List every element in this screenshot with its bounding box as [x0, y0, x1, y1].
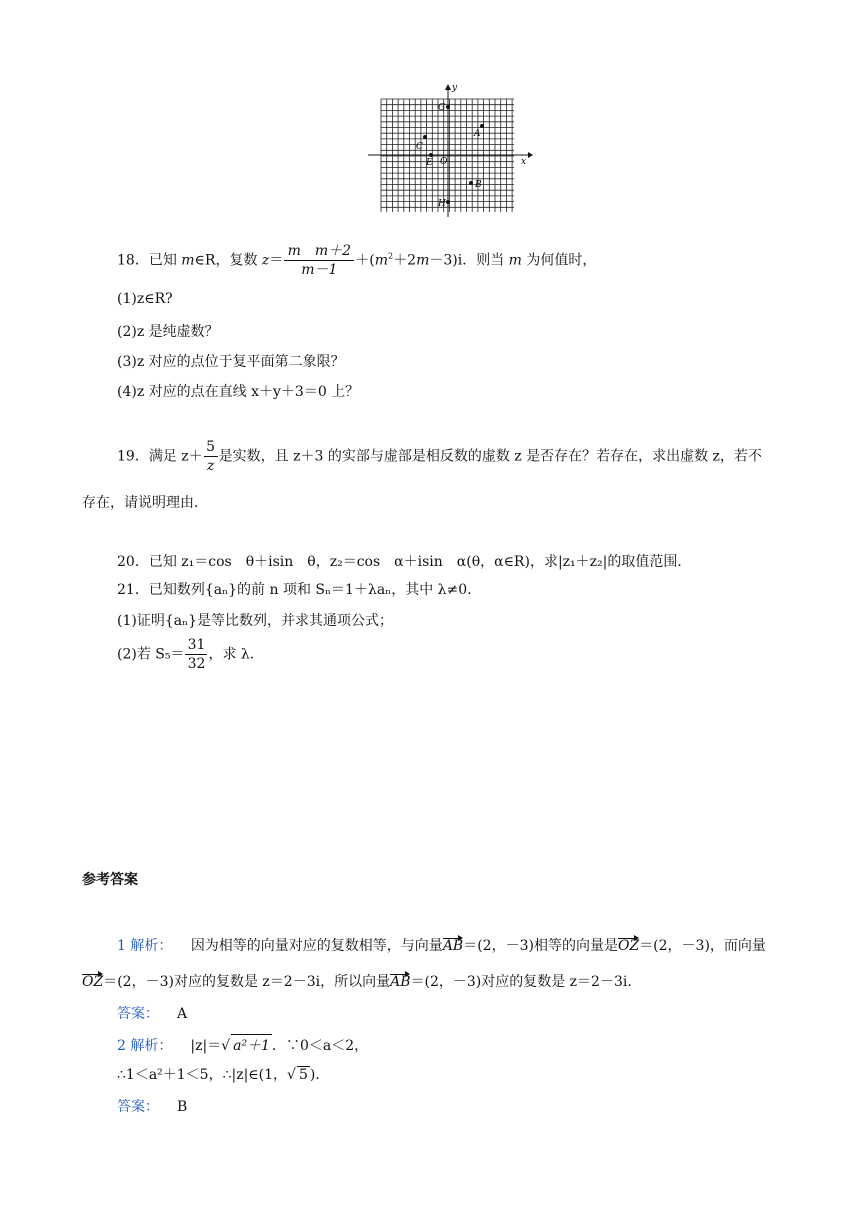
q18-part-4: (4)z 对应的点在直线 x＋y＋3＝0 上？	[117, 384, 360, 400]
point-g-label: G	[438, 103, 446, 113]
point-h	[446, 200, 450, 204]
q18-m: m	[181, 252, 195, 269]
answer-1-result-value: A	[177, 1006, 188, 1022]
x-axis-label: x	[521, 157, 527, 167]
q18-mid: ＋2	[393, 252, 417, 269]
answer-1-text-3: ＝(2，－3)，而向量	[639, 938, 766, 954]
q21-part-2	[117, 636, 264, 673]
answer-1-text-2: ＝(2，－3)相等的向量是	[463, 938, 618, 954]
answer-1-text-4: ＝(2，－3)对应的复数是 z＝2－3i，所以向量	[103, 974, 391, 990]
q18-sup: 2	[388, 251, 394, 261]
vector-ab-2: AB	[390, 974, 411, 990]
q19-lead: 19．满足 z＋	[117, 448, 203, 465]
q19-line-2: 存在，请说明理由．	[82, 495, 208, 511]
answer-2-result	[117, 1096, 187, 1116]
point-e-label: E	[426, 158, 433, 168]
q18-z: z	[261, 252, 270, 269]
q21-fraction	[185, 636, 207, 673]
q18-after: ＋(	[355, 252, 375, 269]
answer-2-result-label: 答案：	[117, 1099, 159, 1115]
answer-2-text-3: ∴1＜a²＋1＜5，∴|z|∈(1，	[117, 1067, 288, 1083]
q18-lead: 18．已知	[117, 252, 182, 269]
q18-m2: m	[374, 252, 389, 269]
complex-plane-figure	[368, 82, 533, 217]
q18-part-1: (1)z∈R?	[117, 291, 173, 307]
point-c	[423, 135, 427, 139]
answer-2-label: 2 解析：	[117, 1038, 173, 1054]
answer-2-text-1: |z|＝	[190, 1038, 222, 1054]
q19-frac-numerator: 5	[204, 438, 218, 457]
vector-oz: OZ	[617, 938, 640, 954]
answer-2-line-1	[117, 1034, 368, 1055]
q18-eq: ＝	[269, 252, 284, 269]
q18-frac-denominator: m－1	[301, 262, 338, 278]
q18-fraction	[284, 242, 354, 279]
q21-part-1: (1)证明{aₙ}是等比数列，并求其通项公式；	[117, 613, 394, 629]
q18-domain: ∈R，复数	[194, 252, 262, 269]
vector-oz-2: OZ	[82, 974, 104, 990]
q19-frac-denominator: z	[206, 458, 215, 474]
q21-frac-numerator: 31	[185, 636, 207, 655]
vector-ab: AB	[442, 938, 464, 954]
point-b	[469, 181, 473, 185]
point-g	[446, 105, 450, 109]
q18-frac-numerator: m m＋2	[284, 242, 354, 261]
answer-2-result-value: B	[177, 1099, 188, 1115]
answer-1-result-label: 答案：	[117, 1006, 159, 1022]
point-b-label: B	[475, 180, 482, 190]
y-axis-label: y	[452, 83, 458, 93]
answer-2-radical-2: √ 5	[287, 1067, 308, 1083]
question-18	[117, 242, 596, 279]
question-19	[117, 438, 762, 475]
answer-1-label: 1 解析：	[117, 938, 173, 954]
q18-part-3: (3)z 对应的点位于复平面第二象限？	[117, 354, 345, 370]
y-axis-arrow	[445, 84, 451, 90]
q18-m3: m	[416, 252, 430, 269]
origin-label: O	[440, 157, 448, 167]
q21-part2-tail: ，求 λ．	[208, 646, 264, 663]
q18-part-2: (2)z 是纯虚数？	[117, 324, 219, 340]
point-e	[429, 153, 433, 157]
answer-1-line-1	[117, 935, 766, 955]
x-axis-arrow	[528, 152, 533, 158]
q21-frac-denominator: 32	[187, 656, 206, 672]
point-c-label: C	[416, 142, 423, 152]
point-h-label: H	[438, 199, 446, 209]
answer-2-line-2	[117, 1064, 329, 1084]
question-20: 20．已知 z₁＝cos θ＋isin θ，z₂＝cos α＋isin α(θ，α∈R)，求|z₁＋z₂|的取值范围．	[117, 554, 692, 570]
answers-heading: 参考答案	[82, 872, 138, 888]
q21-part2-lead: (2)若 S₅＝	[117, 646, 185, 663]
answer-2-text-2: ．∵0＜a＜2，	[271, 1038, 369, 1054]
answer-2-radicand: a²＋1	[231, 1034, 272, 1055]
answer-1-text-1: 因为相等的向量对应的复数相等，与向量	[190, 938, 443, 954]
q19-rest: 是实数，且 z＋3 的实部与虚部是相反数的虚数 z 是否存在？若存在，求出虚数 z，若不	[218, 448, 762, 465]
q18-tail: －3)i．则当	[429, 252, 509, 269]
answer-2-text-4: )．	[309, 1067, 330, 1083]
answer-1-text-5: ＝(2，－3)对应的复数是 z＝2－3i．	[410, 974, 642, 990]
q18-m4: m	[508, 252, 522, 269]
point-a-label: A	[474, 129, 481, 139]
question-21: 21．已知数列{aₙ}的前 n 项和 Sₙ＝1＋λaₙ，其中 λ≠0．	[117, 582, 482, 598]
q18-end: 为何值时，	[521, 252, 597, 269]
answer-2-radical: √ a²＋1	[221, 1038, 272, 1054]
q19-fraction	[204, 438, 218, 475]
answer-2-radicand-2: 5	[298, 1067, 308, 1083]
answer-1-line-2	[82, 971, 641, 991]
answer-1-result	[117, 1003, 187, 1023]
point-a	[480, 124, 484, 128]
